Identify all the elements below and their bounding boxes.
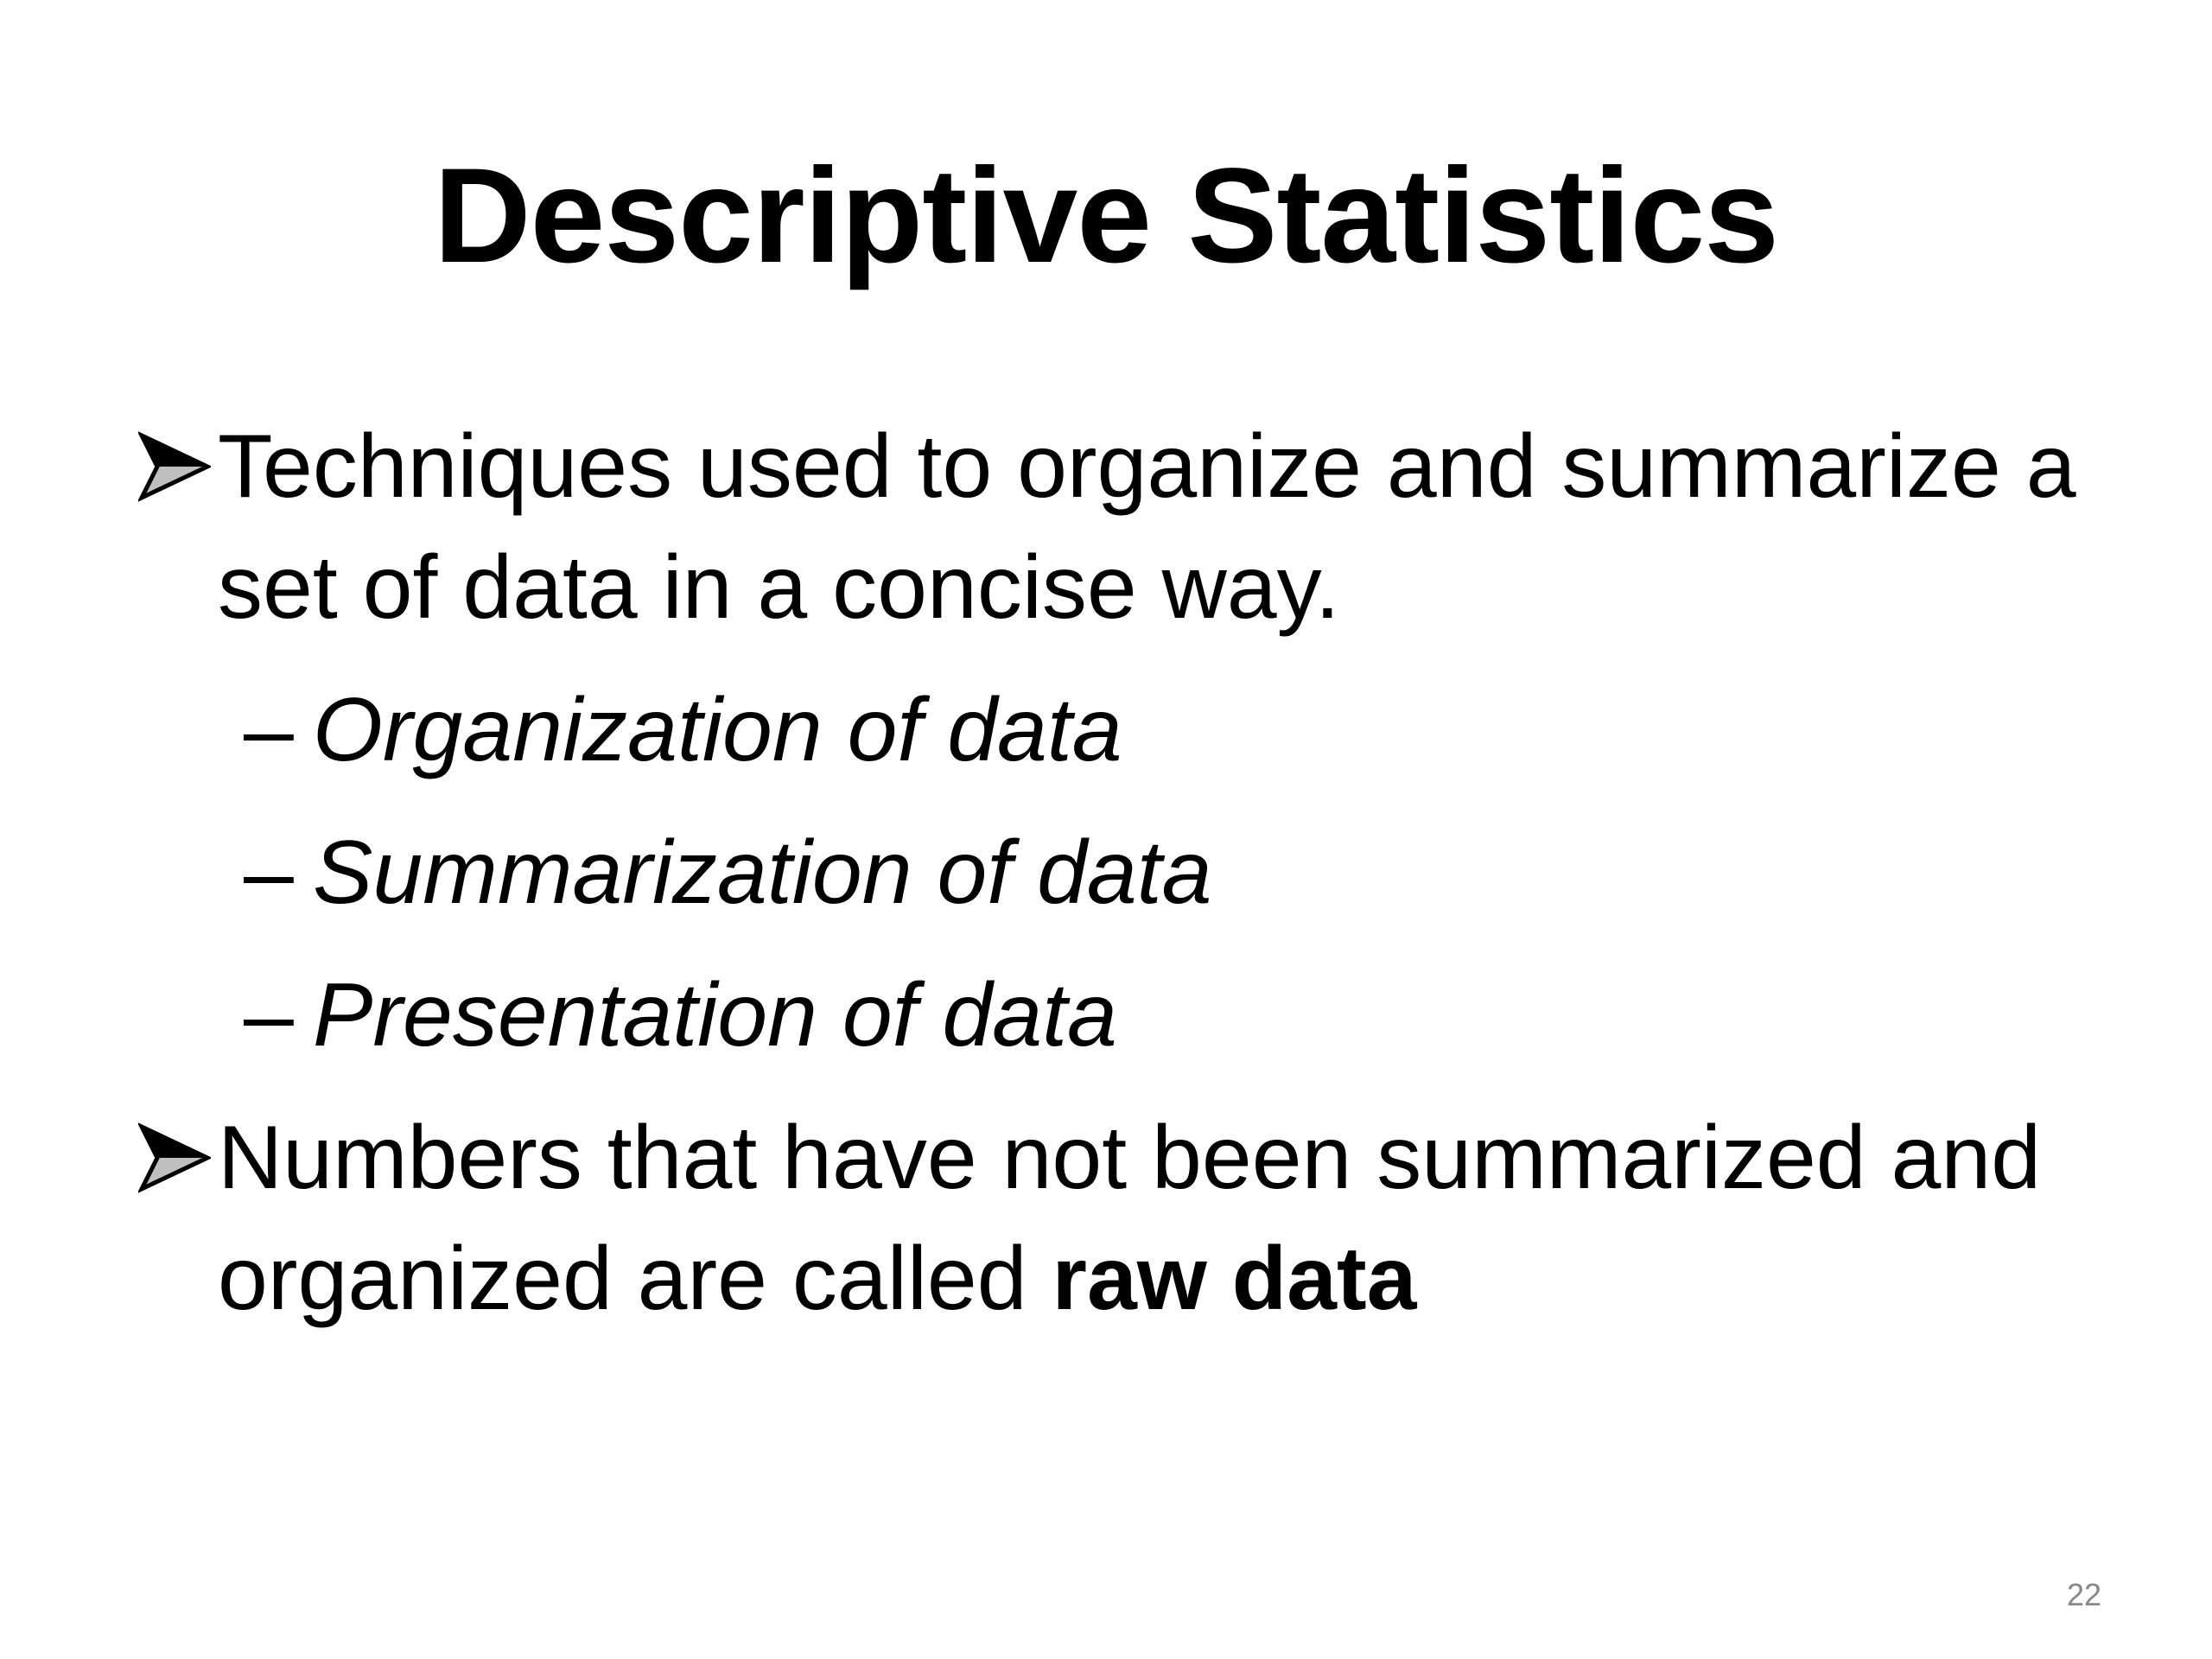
arrowhead-bullet-icon [138, 430, 211, 503]
sub-item-text: Summarization of data [313, 823, 1212, 923]
sub-item [244, 812, 1212, 933]
sub-item [244, 955, 1117, 1076]
slide-title: Descriptive Statistics [433, 141, 1779, 291]
bullet-text: Techniques used to organize and summarize a set of data in a concise way. [218, 416, 2076, 638]
bullet-item [138, 406, 2091, 648]
dash-marker: – [244, 823, 294, 923]
arrowhead-bullet-icon [138, 1122, 211, 1194]
bullet-text-bold: raw data [1052, 1229, 1417, 1329]
sub-item [244, 670, 1122, 791]
bullet-text-regular: Numbers that have not been summarized and organized are called [218, 1108, 2042, 1329]
sub-item-text: Organization of data [313, 680, 1122, 780]
page-number: 22 [2066, 1577, 2101, 1612]
bullet-item [138, 1097, 2091, 1339]
dash-marker: – [244, 965, 294, 1065]
bullet-text [218, 1097, 2091, 1339]
dash-marker: – [244, 680, 294, 780]
sub-item-text: Presentation of data [313, 965, 1117, 1065]
